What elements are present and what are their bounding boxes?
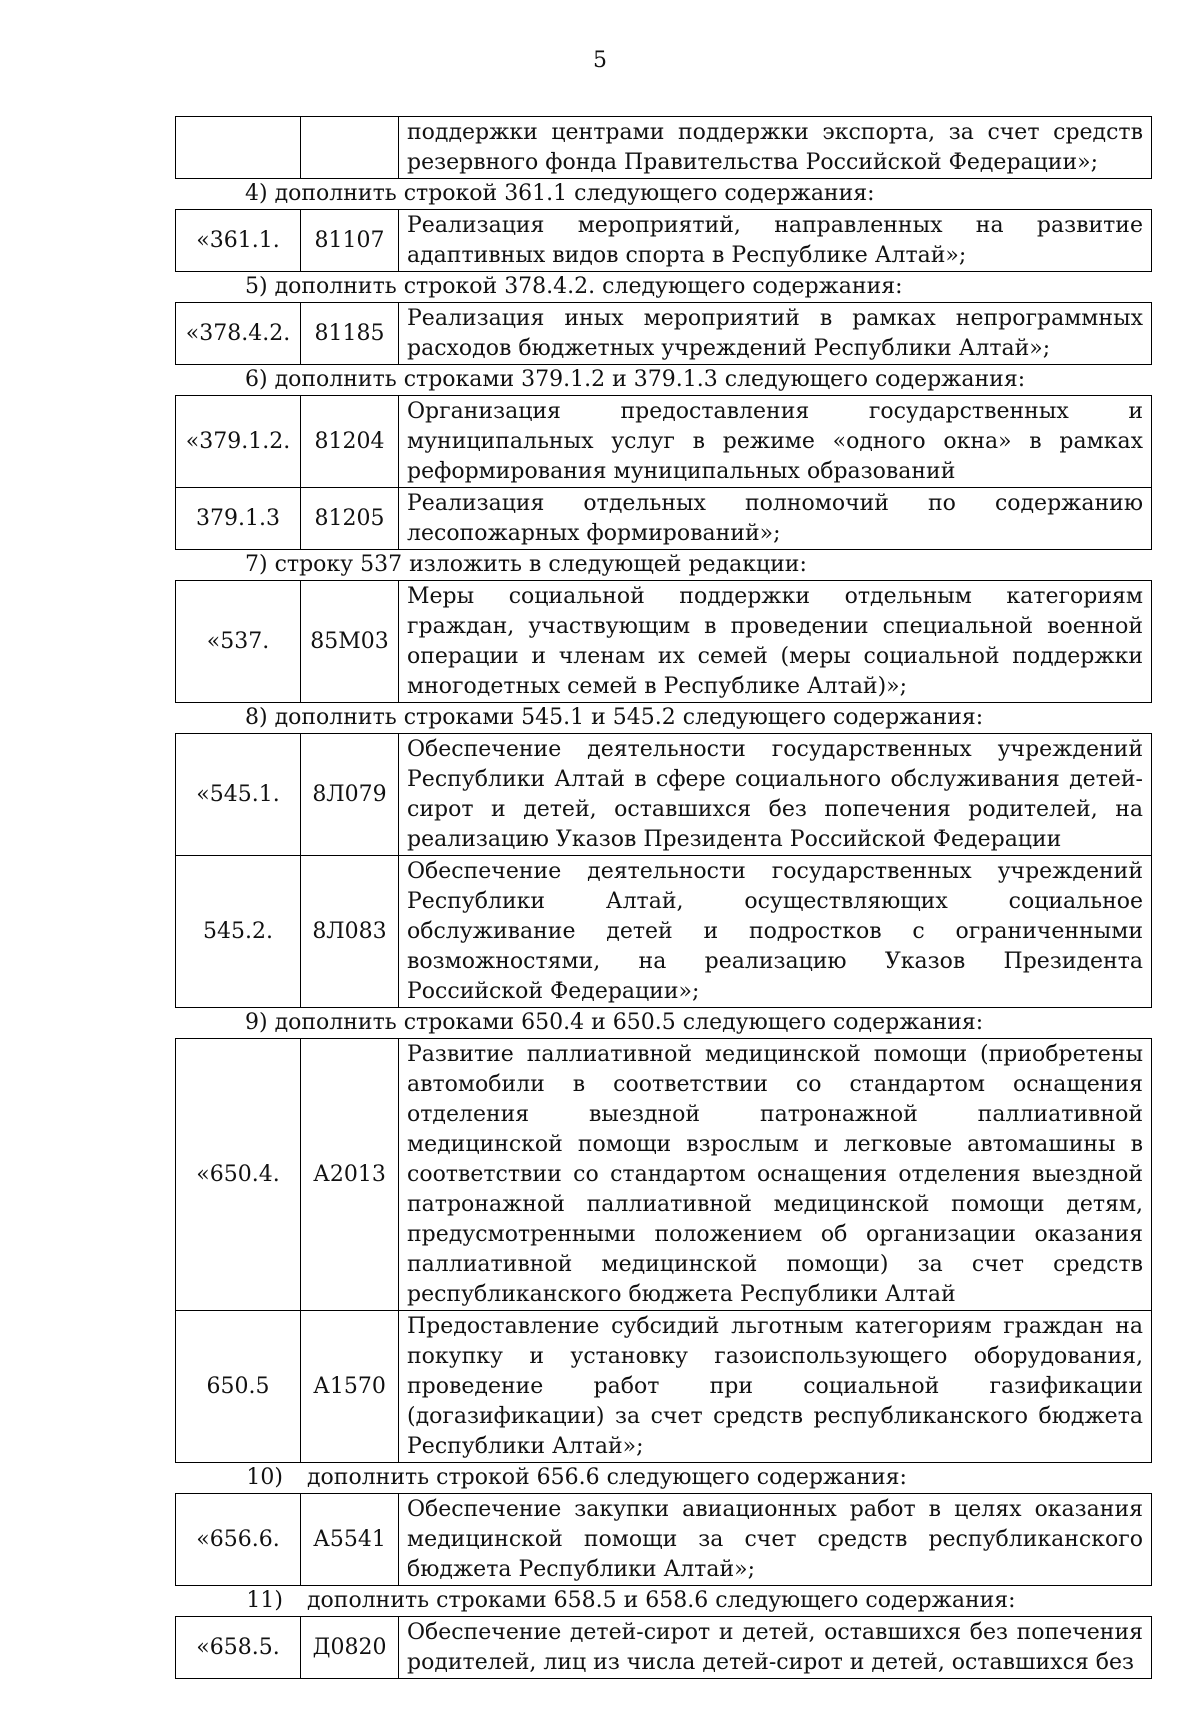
code-cell: Д0820 [301, 1617, 399, 1679]
table-row [176, 488, 1152, 550]
code-cell: 85М03 [301, 581, 399, 703]
instruction-text: 6) дополнить строками 379.1.2 и 379.1.3 следующего содержания: [245, 367, 1026, 392]
row-number-cell: 650.5 [176, 1311, 301, 1463]
amendment-table [175, 1616, 1152, 1679]
amendment-instruction [175, 703, 1151, 733]
amendment-table [175, 580, 1152, 703]
amendment-table [175, 116, 1152, 179]
instruction-text: 4) дополнить строкой 361.1 следующего содержания: [245, 181, 875, 206]
table-row [176, 1311, 1152, 1463]
instruction-text: 5) дополнить строкой 378.4.2. следующего содержания: [245, 274, 903, 299]
page-number: 5 [593, 48, 607, 73]
document-body [175, 116, 1151, 1679]
description-cell: Обеспечение деятельности государственных учреждений Республики Алтай в сфере социального обслуживания детей-сирот и детей, оставшихся без попечения родителей, на реализацию Указов Президента Российской Федерации [399, 734, 1152, 856]
row-number-cell: «650.4. [176, 1039, 301, 1311]
code-cell: 81107 [301, 210, 399, 272]
instruction-text: дополнить строкой 656.6 следующего содержания: [307, 1465, 907, 1490]
code-cell: 81204 [301, 396, 399, 488]
code-cell: А2013 [301, 1039, 399, 1311]
instruction-number: 10) [246, 1465, 283, 1490]
description-cell: Меры социальной поддержки отдельным категориям граждан, участвующим в проведении специальной военной операции и членам их семей (меры социальной поддержки многодетных семей в Республике Алтай)»; [399, 581, 1152, 703]
description-cell: поддержки центрами поддержки экспорта, за счет средств резервного фонда Правительства Российской Федерации»; [399, 117, 1152, 179]
table-row [176, 1039, 1152, 1311]
description-cell: Организация предоставления государственных и муниципальных услуг в режиме «одного окна» в рамках реформирования муниципальных образований [399, 396, 1152, 488]
table-row [176, 1494, 1152, 1586]
description-cell: Развитие паллиативной медицинской помощи (приобретены автомобили в соответствии со стандартом оснащения отделения выездной патронажной паллиативной медицинской помощи взрослым и легковые автомашины в соответствии со стандартом оснащения отделения выездной патронажной паллиативной медицинской помощи детям, предусмотренными положением об организации оказания паллиативной медицинской помощи) за счет средств республиканского бюджета Республики Алтай [399, 1039, 1152, 1311]
row-number-cell: «537. [176, 581, 301, 703]
row-number-cell: «379.1.2. [176, 396, 301, 488]
description-cell: Обеспечение детей-сирот и детей, оставшихся без попечения родителей, лиц из числа детей-сирот и детей, оставшихся без [399, 1617, 1152, 1679]
amendment-table [175, 1038, 1152, 1463]
instruction-text: 9) дополнить строками 650.4 и 650.5 следующего содержания: [245, 1010, 984, 1035]
amendment-table [175, 733, 1152, 1008]
row-number-cell: 379.1.3 [176, 488, 301, 550]
amendment-table [175, 302, 1152, 365]
description-cell: Предоставление субсидий льготным категориям граждан на покупку и установку газоиспользующего оборудования, проведение работ при социальной газификации (догазификации) за счет средств республиканского бюджета Республики Алтай»; [399, 1311, 1152, 1463]
code-cell: А1570 [301, 1311, 399, 1463]
table-row [176, 210, 1152, 272]
table-row [176, 303, 1152, 365]
table-row [176, 856, 1152, 1008]
amendment-instruction [175, 550, 1151, 580]
code-cell: 81185 [301, 303, 399, 365]
row-number-cell: «378.4.2. [176, 303, 301, 365]
code-cell: 8Л083 [301, 856, 399, 1008]
description-cell: Реализация иных мероприятий в рамках непрограммных расходов бюджетных учреждений Республики Алтай»; [399, 303, 1152, 365]
table-row [176, 581, 1152, 703]
amendment-instruction [175, 272, 1151, 302]
table-row [176, 734, 1152, 856]
code-cell: 81205 [301, 488, 399, 550]
description-cell: Обеспечение закупки авиационных работ в целях оказания медицинской помощи за счет средств республиканского бюджета Республики Алтай»; [399, 1494, 1152, 1586]
instruction-text: 8) дополнить строками 545.1 и 545.2 следующего содержания: [245, 705, 984, 730]
table-row [176, 117, 1152, 179]
instruction-text: 7) строку 537 изложить в следующей редакции: [245, 552, 807, 577]
instruction-text: дополнить строками 658.5 и 658.6 следующего содержания: [307, 1588, 1016, 1613]
description-cell: Обеспечение деятельности государственных учреждений Республики Алтай, осуществляющих социальное обслуживание детей и подростков с ограниченными возможностями, на реализацию Указов Президента Российской Федерации»; [399, 856, 1152, 1008]
row-number-cell: «656.6. [176, 1494, 301, 1586]
instruction-number: 11) [246, 1588, 283, 1613]
description-cell: Реализация мероприятий, направленных на развитие адаптивных видов спорта в Республике Алтай»; [399, 210, 1152, 272]
description-cell: Реализация отдельных полномочий по содержанию лесопожарных формирований»; [399, 488, 1152, 550]
row-number-cell [176, 117, 301, 179]
table-row [176, 396, 1152, 488]
amendment-instruction [175, 1463, 1151, 1493]
table-row [176, 1617, 1152, 1679]
code-cell: 8Л079 [301, 734, 399, 856]
row-number-cell: «658.5. [176, 1617, 301, 1679]
code-cell: А5541 [301, 1494, 399, 1586]
amendment-instruction [175, 1008, 1151, 1038]
row-number-cell: «545.1. [176, 734, 301, 856]
row-number-cell: 545.2. [176, 856, 301, 1008]
amendment-instruction [175, 179, 1151, 209]
amendment-table [175, 395, 1152, 550]
row-number-cell: «361.1. [176, 210, 301, 272]
amendment-instruction [175, 365, 1151, 395]
amendment-table [175, 209, 1152, 272]
amendment-instruction [175, 1586, 1151, 1616]
amendment-table [175, 1493, 1152, 1586]
code-cell [301, 117, 399, 179]
